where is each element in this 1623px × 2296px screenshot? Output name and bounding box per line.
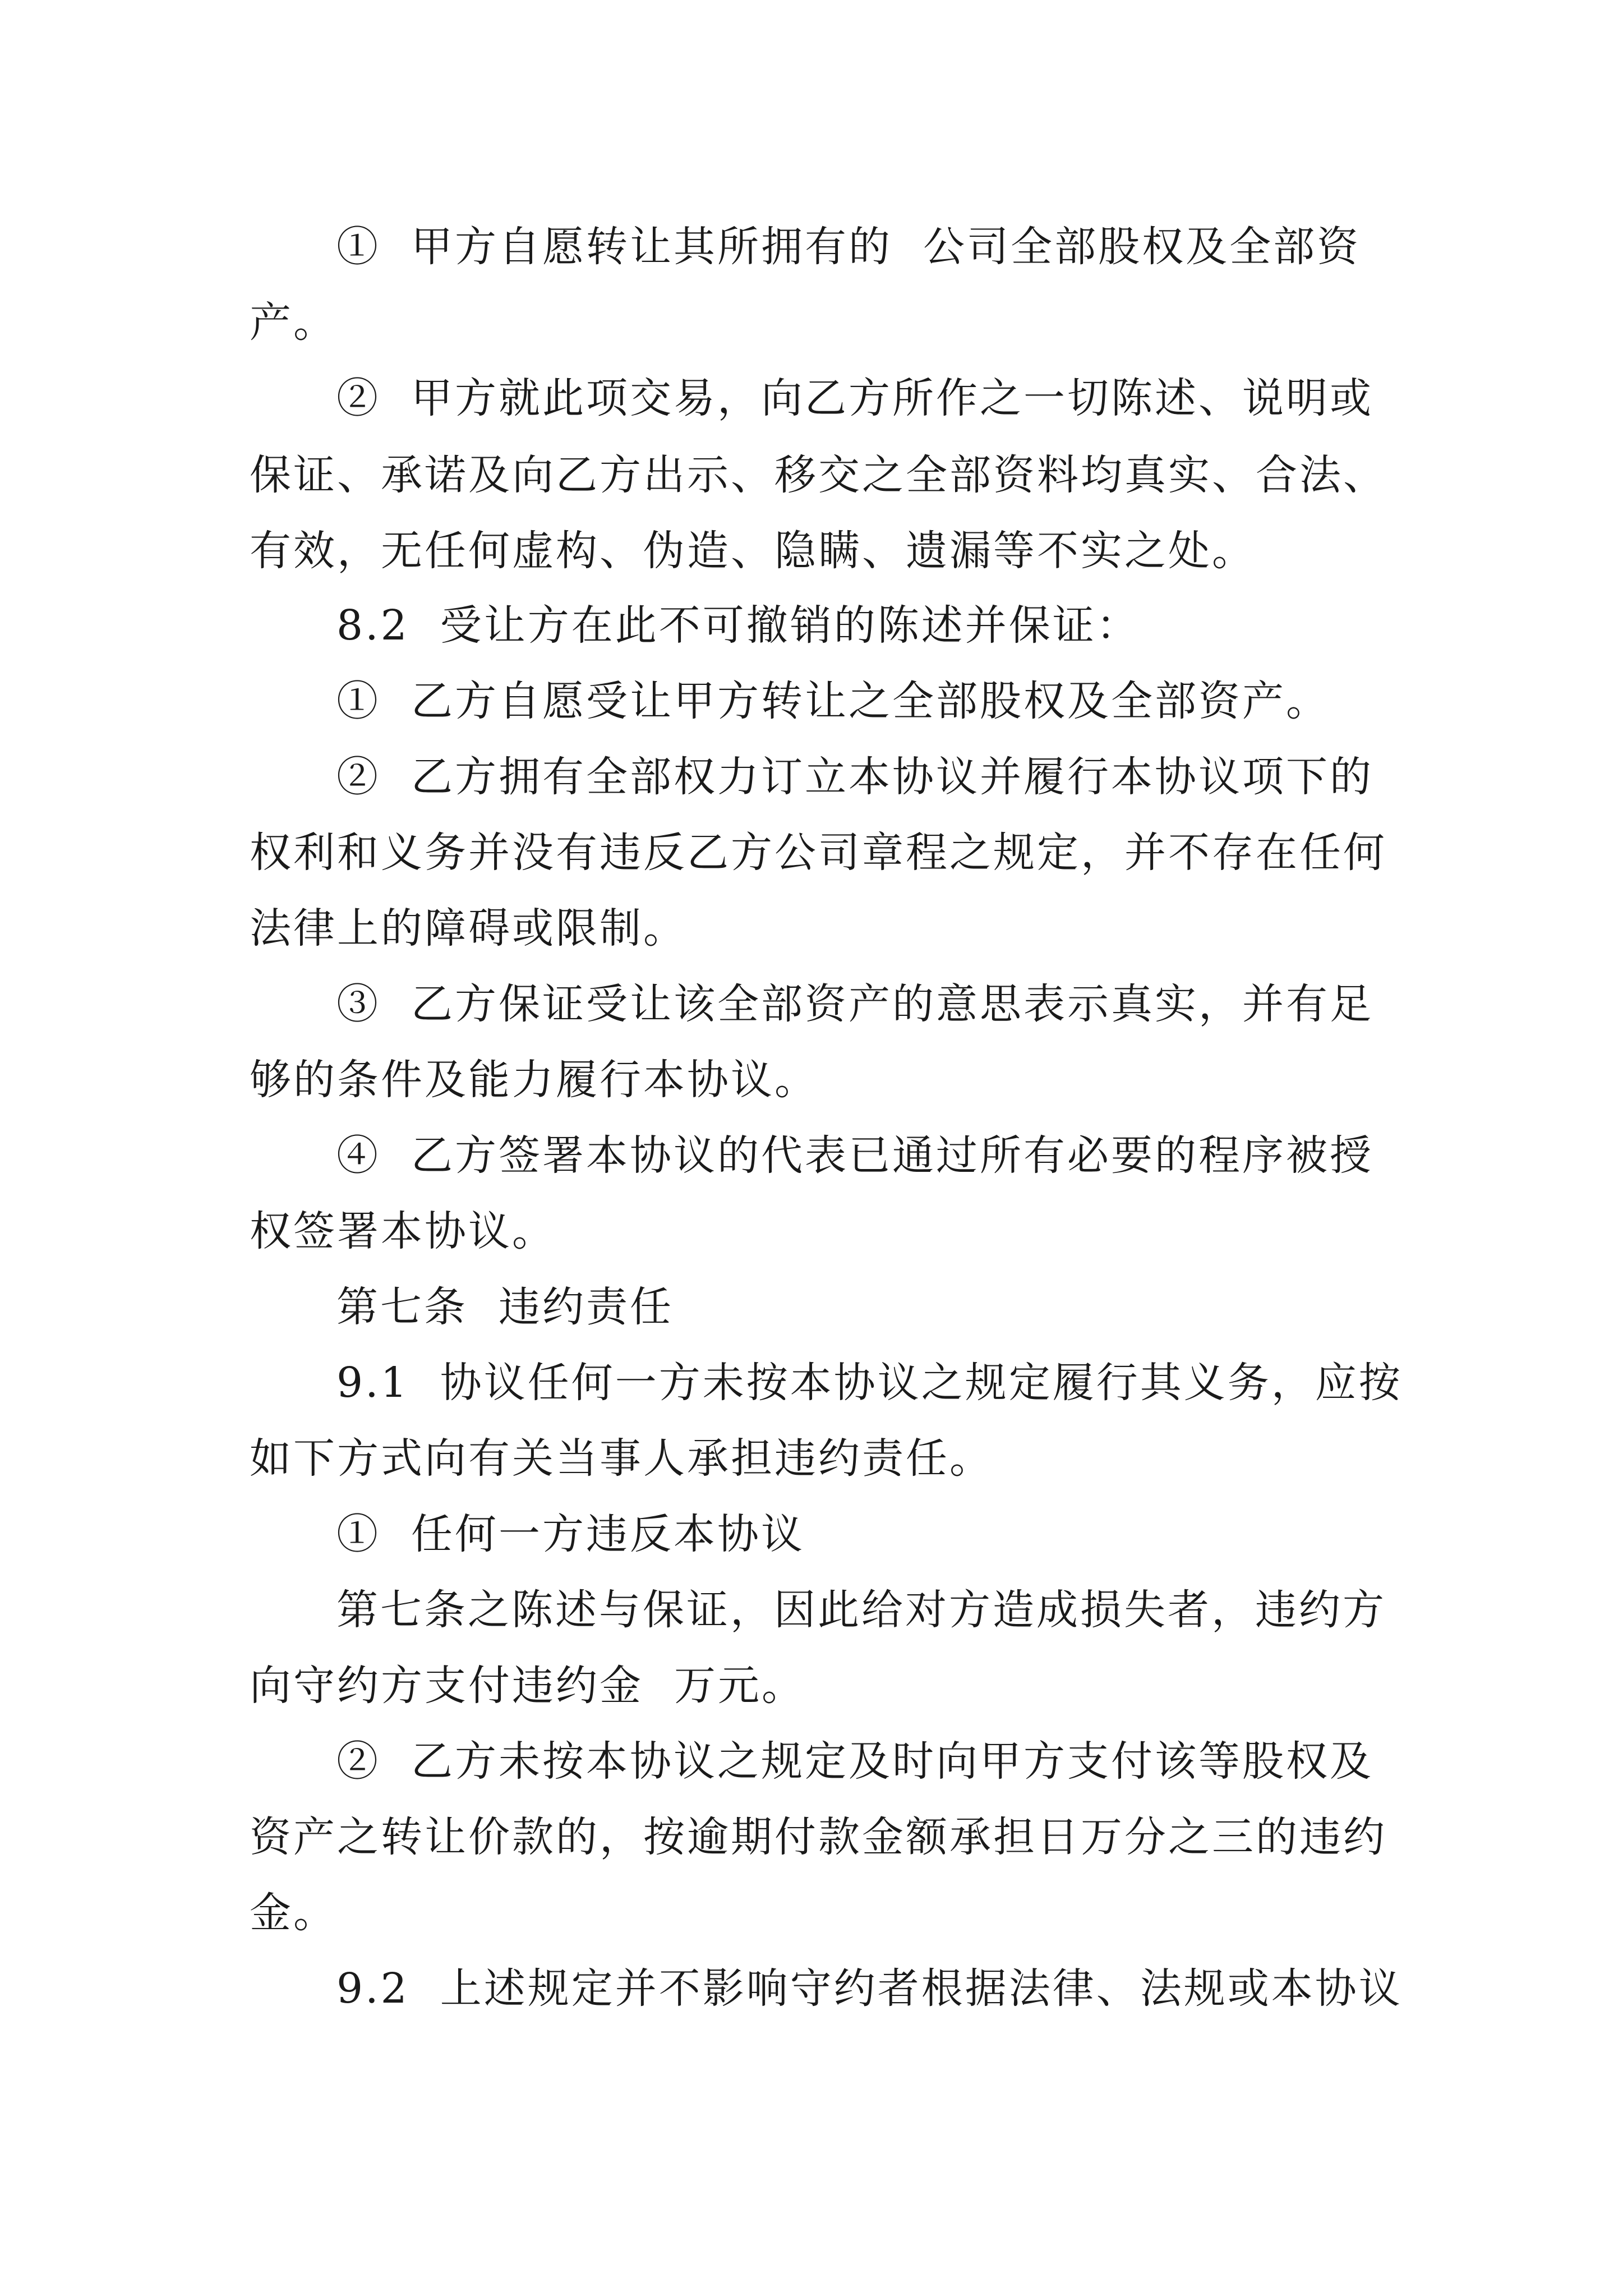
text-line: ② 乙方拥有全部权力订立本协议并履行本协议项下的 bbox=[336, 753, 1374, 801]
text-line: ② 甲方就此项交易，向乙方所作之一切陈述、说明或 bbox=[336, 374, 1374, 422]
text-line: ① 乙方自愿受让甲方转让之全部股权及全部资产。 bbox=[336, 677, 1330, 725]
section-heading: 第七条 违约责任 bbox=[336, 1283, 674, 1331]
text-line: 9.1 协议任何一方未按本协议之规定履行其义务，应按 bbox=[336, 1359, 1403, 1407]
text-line: ④ 乙方签署本协议的代表已通过所有必要的程序被授 bbox=[336, 1131, 1374, 1180]
text-line: ① 任何一方违反本协议 bbox=[336, 1510, 805, 1558]
text-line: 如下方式向有关当事人承担违约责任。 bbox=[250, 1434, 993, 1483]
text-line: ① 甲方自愿转让其所拥有的 公司全部股权及全部资 bbox=[336, 223, 1361, 271]
text-line: 权利和义务并没有违反乙方公司章程之规定，并不存在任何 bbox=[250, 829, 1387, 877]
text-line: 产。 bbox=[250, 298, 337, 347]
text-line: 资产之转让价款的，按逾期付款金额承担日万分之三的违约 bbox=[250, 1813, 1387, 1861]
text-line: 权签署本协议。 bbox=[250, 1207, 556, 1255]
text-line: 向守约方支付违约金 万元。 bbox=[250, 1662, 806, 1710]
text-line: 有效，无任何虚构、伪造、隐瞒、遗漏等不实之处。 bbox=[250, 527, 1256, 575]
text-line: 金。 bbox=[250, 1889, 337, 1937]
text-line: 8.2 受让方在此不可撤销的陈述并保证： bbox=[336, 601, 1140, 650]
text-line: 够的条件及能力履行本协议。 bbox=[250, 1056, 818, 1104]
text-line: 9.2 上述规定并不影响守约者根据法律、法规或本协议 bbox=[336, 1964, 1403, 2013]
text-line: ③ 乙方保证受让该全部资产的意思表示真实，并有足 bbox=[336, 980, 1374, 1028]
text-line: ② 乙方未按本协议之规定及时向甲方支付该等股权及 bbox=[336, 1737, 1374, 1786]
text-line: 保证、承诺及向乙方出示、移交之全部资料均真实、合法、 bbox=[250, 451, 1387, 499]
text-line: 第七条之陈述与保证，因此给对方造成损失者，违约方 bbox=[336, 1586, 1386, 1634]
text-line: 法律上的障碍或限制。 bbox=[250, 904, 687, 953]
